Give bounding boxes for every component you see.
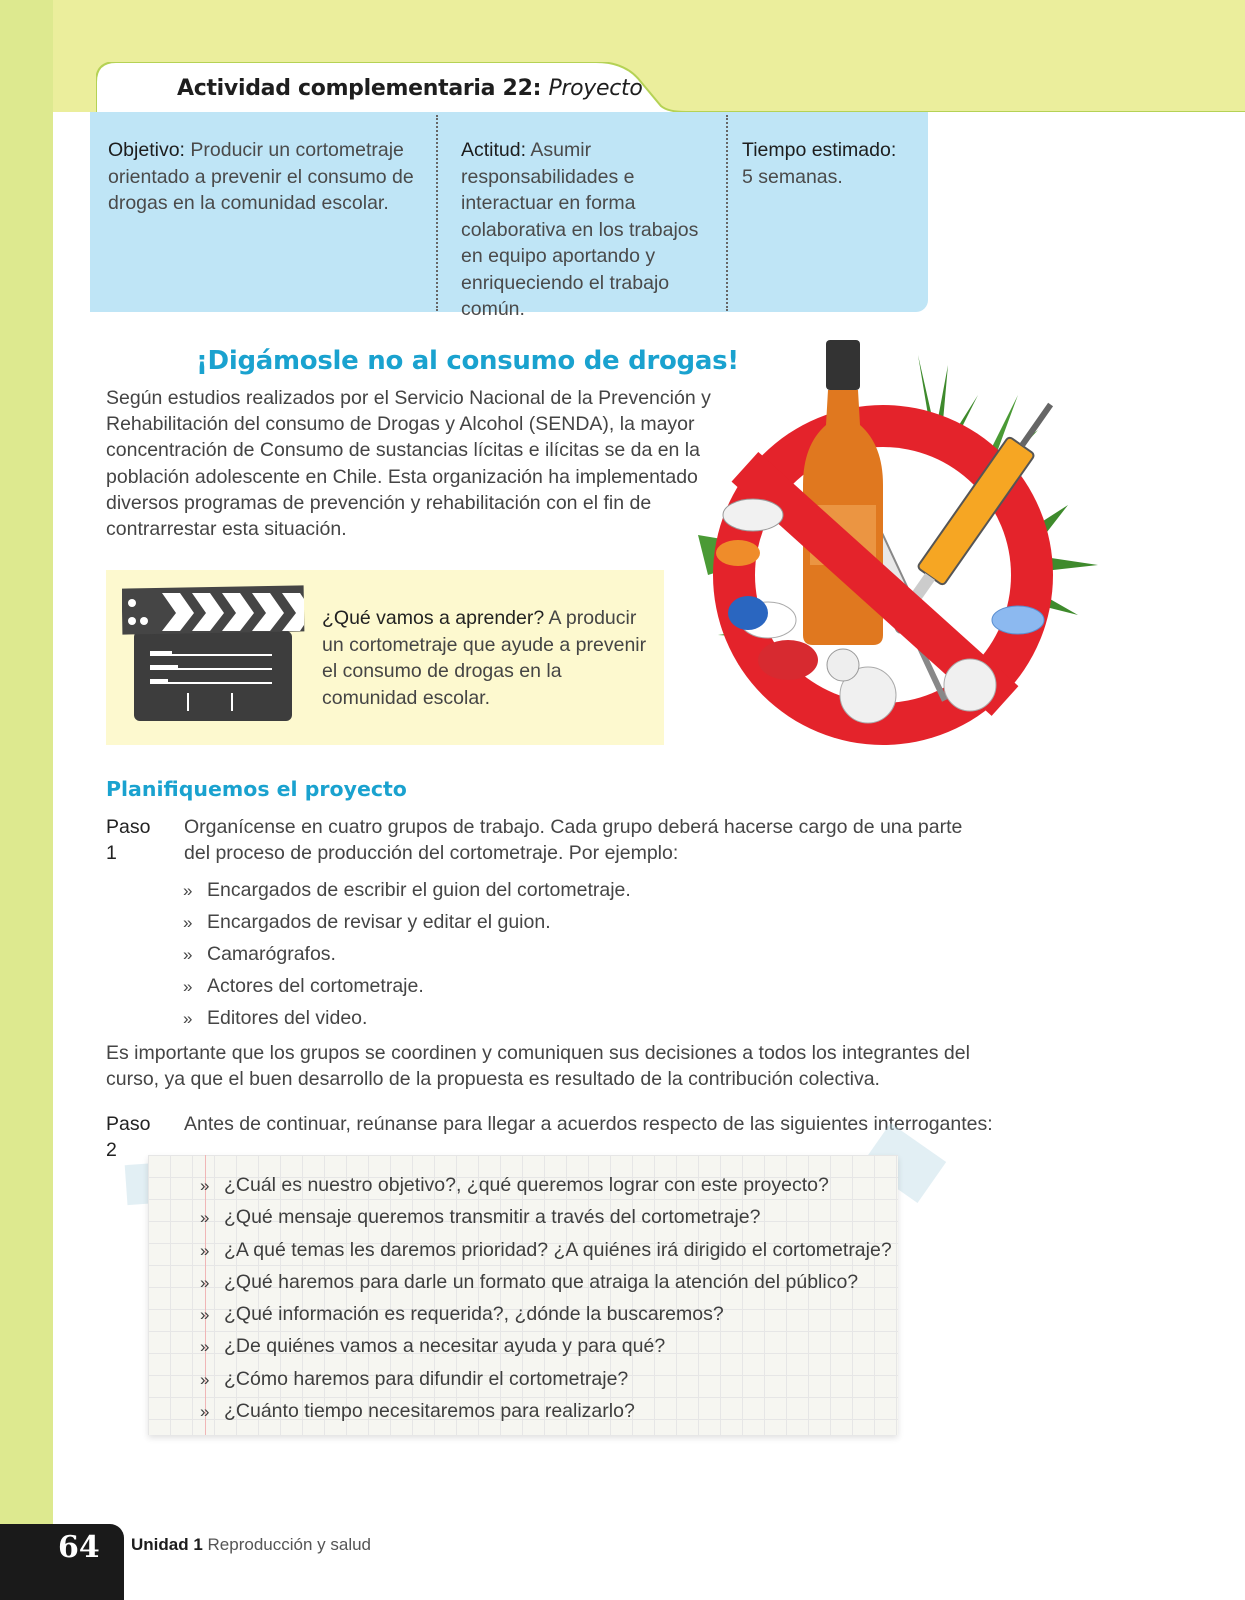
- section-title: ¡Digámosle no al consumo de drogas!: [196, 346, 739, 376]
- info-divider: [436, 115, 438, 311]
- questions-list: [200, 1172, 892, 1430]
- list-item: [200, 1172, 892, 1204]
- bullet-marker: »: [183, 881, 193, 900]
- learn-question: ¿Qué vamos a aprender?: [322, 607, 545, 629]
- role-text: Camarógrafos.: [207, 943, 336, 965]
- unit-footer: [131, 1535, 371, 1555]
- unit-label: Unidad 1: [131, 1535, 203, 1554]
- question-text: ¿Qué haremos para darle un formato que atraiga la atención del público?: [224, 1270, 859, 1293]
- list-item: [200, 1269, 892, 1301]
- bullet-marker: »: [200, 1176, 210, 1195]
- role-text: Encargados de revisar y editar el guion.: [207, 911, 551, 933]
- objective-label: Objetivo:: [108, 139, 185, 161]
- bullet-marker: »: [200, 1369, 210, 1389]
- attitude-text: Asumir responsabilidades e interactuar en forma colaborativa en los trabajos en equipo aportando y enriqueciendo el trabajo común.: [461, 139, 699, 320]
- bullet-marker: »: [183, 913, 193, 932]
- planning-title: Planifiquemos el proyecto: [106, 777, 407, 801]
- clapperboard-icon: [122, 585, 307, 730]
- time-label: Tiempo estimado:: [742, 139, 897, 161]
- info-divider: [726, 115, 728, 311]
- learn-text: [322, 605, 652, 711]
- unit-name: Reproducción y salud: [207, 1535, 372, 1554]
- bullet-marker: »: [200, 1305, 210, 1325]
- time-text: 5 semanas.: [742, 165, 843, 188]
- list-item: [183, 909, 631, 941]
- page-number: 64: [58, 1530, 100, 1565]
- list-item: [183, 973, 631, 1005]
- list-item: [200, 1333, 892, 1365]
- bullet-marker: »: [200, 1240, 210, 1260]
- attitude-block: [461, 137, 701, 323]
- step-2-text: Antes de continuar, reúnanse para llegar a acuerdos respecto de las siguientes interrogantes:: [184, 1113, 993, 1135]
- question-text: ¿De quiénes vamos a necesitar ayuda y para qué?: [224, 1335, 666, 1358]
- learn-answer: A producir un cortometraje que ayude a prevenir el consumo de drogas en la comunidad escolar.: [322, 607, 647, 709]
- bullet-marker: »: [200, 1337, 210, 1357]
- list-item: [200, 1301, 892, 1333]
- list-item: [200, 1204, 892, 1236]
- objective-text: Producir un cortometraje orientado a prevenir el consumo de drogas en la comunidad escolar.: [108, 139, 414, 214]
- role-text: Editores del video.: [207, 1007, 368, 1029]
- list-item: [200, 1237, 892, 1269]
- activity-title: [177, 76, 643, 101]
- list-item: [200, 1366, 892, 1398]
- attitude-label: Actitud:: [461, 139, 527, 161]
- intro-paragraph: Según estudios realizados por el Servicio Nacional de la Prevención y Rehabilitación del consumo de Drogas y Alcohol (SENDA), la mayor concentración de Consumo de sustancias lícitas e ilícitas se da en la población adolescente en Chile. Esta organización ha implementado diversos programas de prevención y rehabilitación con el fin de contrarrestar esta situación.: [106, 387, 711, 541]
- question-text: ¿Cómo haremos para difundir el cortometraje?: [224, 1367, 629, 1390]
- no-drugs-sign: [678, 335, 1138, 765]
- bullet-marker: »: [200, 1272, 210, 1292]
- role-text: Actores del cortometraje.: [207, 975, 424, 997]
- question-text: ¿A qué temas les daremos prioridad? ¿A quiénes irá dirigido el cortometraje?: [224, 1238, 892, 1261]
- roles-list: [183, 877, 631, 1037]
- page-band-left: [0, 0, 53, 1600]
- question-text: ¿Cuál es nuestro objetivo?, ¿qué queremos lograr con este proyecto?: [224, 1174, 829, 1196]
- list-item: [183, 941, 631, 973]
- bullet-marker: »: [183, 977, 193, 996]
- step-1-label: Paso 1: [106, 816, 151, 864]
- bullet-marker: »: [183, 1009, 193, 1028]
- role-text: Encargados de escribir el guion del cortometraje.: [207, 879, 631, 901]
- coordination-paragraph: Es importante que los grupos se coordinen y comuniquen sus decisiones a todos los integrantes del curso, ya que el buen desarrollo de la propuesta es resultado de la contribución colectiva.: [106, 1042, 970, 1090]
- question-text: ¿Qué mensaje queremos transmitir a través del cortometraje?: [224, 1206, 761, 1229]
- step-1-text: Organícense en cuatro grupos de trabajo. Cada grupo deberá hacerse cargo de una parte del proceso de producción del cortometraje. Por ejemplo:: [184, 816, 963, 864]
- question-text: ¿Qué información es requerida?, ¿dónde la buscaremos?: [224, 1303, 724, 1326]
- bullet-marker: »: [183, 945, 193, 964]
- time-block: [742, 137, 922, 190]
- objective-block: [108, 137, 426, 217]
- question-text: ¿Cuánto tiempo necesitaremos para realizarlo?: [224, 1400, 635, 1423]
- bullet-marker: »: [200, 1208, 210, 1228]
- activity-title-kind: Proyecto: [548, 76, 643, 101]
- activity-title-label: Actividad complementaria 22:: [177, 76, 542, 101]
- list-item: [183, 877, 631, 909]
- bullet-marker: »: [200, 1402, 210, 1422]
- step-2-label: Paso 2: [106, 1113, 151, 1161]
- list-item: [200, 1398, 892, 1430]
- list-item: [183, 1005, 631, 1037]
